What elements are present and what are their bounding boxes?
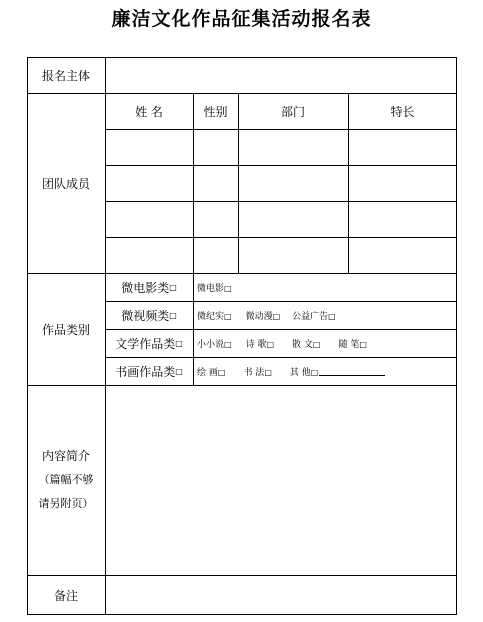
- remarks-label: 备注: [53, 588, 78, 603]
- category-type-micro-video[interactable]: [105, 301, 193, 329]
- remarks-input[interactable]: [107, 577, 455, 613]
- member-name-input[interactable]: [107, 239, 192, 272]
- option-short-story[interactable]: 小小说□: [197, 339, 232, 350]
- summary-label: 内容简介: [41, 449, 90, 463]
- member-specialty-input[interactable]: [350, 131, 455, 164]
- member-name-input[interactable]: [107, 131, 192, 164]
- member-specialty-input[interactable]: [350, 239, 455, 272]
- other-input-line[interactable]: [319, 375, 385, 376]
- team-header-name: 姓 名: [135, 104, 163, 119]
- summary-textarea[interactable]: [107, 387, 455, 573]
- option-calligraphy[interactable]: 书 法□: [243, 367, 272, 378]
- checkbox-icon[interactable]: □: [264, 367, 272, 377]
- member-gender-input[interactable]: [195, 131, 237, 164]
- checkbox-icon[interactable]: □: [175, 338, 183, 348]
- checkbox-icon[interactable]: □: [224, 311, 232, 321]
- team-row-divider: [105, 237, 457, 238]
- member-specialty-input[interactable]: [350, 167, 455, 200]
- team-row-divider: [105, 165, 457, 166]
- category-options: [197, 301, 453, 329]
- member-gender-input[interactable]: [195, 203, 237, 236]
- option-prose[interactable]: 散 文□: [292, 339, 321, 350]
- category-options: [197, 273, 453, 301]
- form-title: 廉洁文化作品征集活动报名表: [111, 8, 372, 30]
- applicant-label: 报名主体: [41, 68, 90, 83]
- option-poetry[interactable]: 诗 歌□: [245, 339, 275, 350]
- category-type-name: 文学作品类: [115, 336, 176, 351]
- team-header-department: 部门: [280, 104, 305, 119]
- checkbox-icon[interactable]: □: [169, 282, 177, 292]
- member-gender-input[interactable]: [195, 167, 237, 200]
- checkbox-icon[interactable]: □: [266, 339, 275, 349]
- option-micro-film[interactable]: 微电影□: [197, 283, 232, 294]
- registration-form: [27, 57, 457, 615]
- checkbox-icon[interactable]: □: [217, 367, 226, 377]
- category-type-name: 书画作品类: [115, 364, 176, 379]
- member-department-input[interactable]: [240, 239, 347, 272]
- category-options: [197, 329, 453, 357]
- member-gender-input[interactable]: [195, 239, 237, 272]
- category-col-divider: [193, 273, 194, 385]
- checkbox-icon[interactable]: □: [272, 311, 281, 321]
- option-public-ad[interactable]: 公益广告□: [292, 311, 336, 322]
- category-type-name: 微视频类: [121, 308, 170, 323]
- option-other[interactable]: 其 他□: [289, 367, 319, 378]
- team-header-specialty: 特长: [390, 104, 415, 119]
- checkbox-icon[interactable]: □: [169, 310, 177, 320]
- checkbox-icon[interactable]: □: [224, 339, 232, 349]
- border-right: [456, 57, 457, 615]
- option-micro-documentary[interactable]: 微纪实□: [197, 311, 232, 322]
- applicant-input[interactable]: [107, 59, 455, 92]
- team-row-divider: [105, 201, 457, 202]
- team-header-gender: 性别: [203, 104, 228, 119]
- checkbox-icon[interactable]: □: [310, 367, 319, 377]
- checkbox-icon[interactable]: □: [328, 311, 336, 321]
- checkbox-icon[interactable]: □: [359, 339, 367, 349]
- member-name-input[interactable]: [107, 167, 192, 200]
- member-name-input[interactable]: [107, 203, 192, 236]
- team-label: 团队成员: [41, 176, 90, 191]
- member-specialty-input[interactable]: [350, 203, 455, 236]
- summary-note: 请另附页）: [38, 497, 94, 510]
- category-type-micro-film[interactable]: [105, 273, 193, 301]
- option-painting[interactable]: 绘 画□: [197, 367, 226, 378]
- category-label: 作品类别: [41, 322, 90, 337]
- checkbox-icon[interactable]: □: [312, 339, 321, 349]
- category-options: [197, 357, 453, 385]
- member-department-input[interactable]: [240, 167, 347, 200]
- member-department-input[interactable]: [240, 131, 347, 164]
- summary-label-cell: [27, 385, 105, 575]
- team-row-divider: [105, 129, 457, 130]
- category-type-literature[interactable]: [105, 329, 193, 357]
- option-micro-animation[interactable]: 微动漫□: [245, 311, 281, 322]
- checkbox-icon[interactable]: □: [175, 366, 183, 376]
- member-department-input[interactable]: [240, 203, 347, 236]
- option-essay[interactable]: 随 笔□: [338, 339, 367, 350]
- checkbox-icon[interactable]: □: [224, 283, 232, 293]
- summary-note: （篇幅不够: [38, 473, 94, 486]
- category-type-painting-calligraphy[interactable]: [105, 357, 193, 385]
- category-type-name: 微电影类: [121, 280, 170, 295]
